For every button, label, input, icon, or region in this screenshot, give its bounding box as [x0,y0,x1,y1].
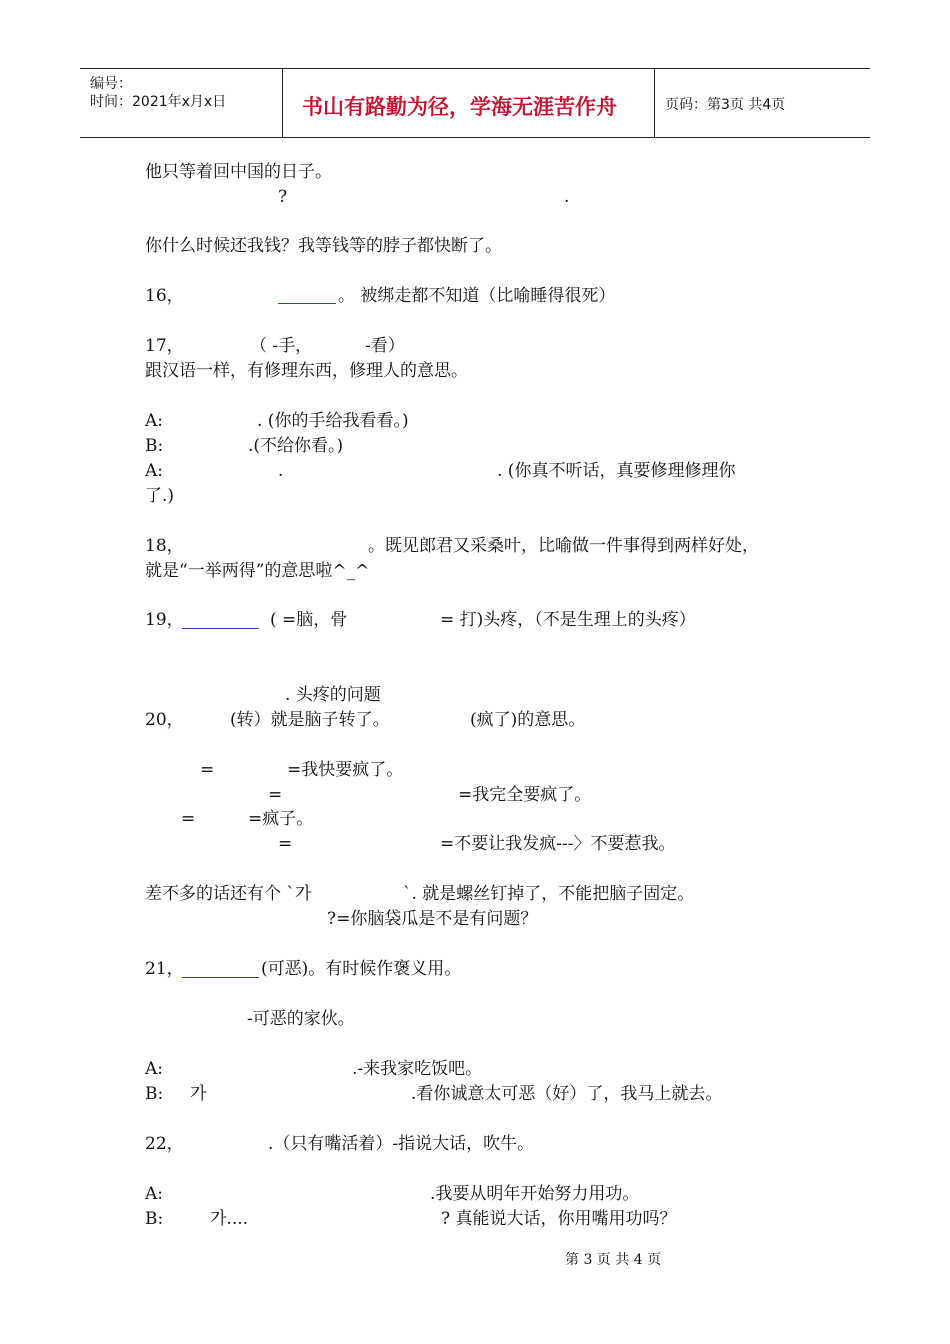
text-line: 了.) [145,486,175,506]
speaker-label: A: [145,461,164,481]
text-line: ?=你脑袋瓜是不是有问题？ [327,909,538,929]
page-header [80,68,870,138]
text-line: 他只等着回中国的日子。 [145,162,332,182]
text-line: -看） [365,336,405,356]
text-line: = 打)头疼，（不是生理上的头疼） [440,610,696,630]
text-line: .-来我家吃饭吧。 [352,1059,483,1079]
text-line: 差不多的话还有个 `가 [145,884,312,904]
text-line: .看你诚意太可恶（好）了，我马上就去。 [411,1084,723,1104]
text-line: 你什么时候还我钱？我等钱等的脖子都快断了。 [145,236,502,256]
speaker-label: B: [145,1209,164,1229]
text-line: -可恶的家伙。 [247,1009,355,1029]
text-line: .（只有嘴活着）-指说大话，吹牛。 [268,1134,535,1154]
text-line: 가.... [210,1209,249,1229]
blank-underline [182,628,259,629]
text-line: =我快要疯了。 [287,760,404,780]
speaker-label: A: [145,411,164,431]
item-number: 16， [145,286,184,306]
header-motto-cell [282,69,655,137]
speaker-label: A: [145,1184,164,1204]
text-line: . (你真不听话，真要修理修理你 [497,461,736,481]
text-line: （ -手， [250,336,313,356]
text-line: (可恶)。有时候作褒义用。 [261,959,462,979]
text-line: 跟汉语一样，有修理东西，修理人的意思。 [145,361,468,381]
text-line: . [564,187,570,207]
item-number: 17， [145,336,184,356]
header-page-cell [655,69,870,137]
text-line: 。 被绑走都不知道（比喻睡得很死） [338,286,616,306]
text-line: . 头疼的问题 [285,685,381,705]
text-line: = [181,809,196,829]
page-label: 页码：第3页 共4页 [665,97,786,113]
text-line: 就是“一举两得”的意思啦^_^ [145,561,370,581]
item-number: 22， [145,1134,184,1154]
text-line: = [278,834,293,854]
speaker-label: B: [145,436,164,456]
text-line: =不要让我发疯---〉不要惹我。 [440,834,676,854]
text-line: `. 就是螺丝钉掉了，不能把脑子固定。 [403,884,695,904]
text-line: .(不给你看。) [248,436,344,456]
text-line: 가 [190,1084,207,1104]
text-line: ? [278,187,288,207]
item-number: 18， [145,536,184,556]
text-line: = [200,760,215,780]
text-line: 。既见郎君又采桑叶，比喻做一件事得到两样好处， [368,536,759,556]
text-line: . (你的手给我看看。) [257,411,409,431]
number-label: 编号： [90,76,132,92]
page-footer: 第 3 页 共 4 页 [565,1252,662,1268]
text-line: . [278,461,284,481]
header-info-cell [80,69,283,137]
text-line: =疯子。 [248,809,314,829]
text-line: = [268,785,283,805]
item-number: 19， [145,610,184,630]
item-number: 20， [145,710,184,730]
speaker-label: B: [145,1084,164,1104]
motto: 书山有路勤为径，学海无涯苦作舟 [302,95,617,119]
text-line: =我完全要疯了。 [458,785,592,805]
text-line: .我要从明年开始努力用功。 [430,1184,640,1204]
speaker-label: A: [145,1059,164,1079]
text-line: ( =脑，骨 [270,610,348,630]
blank-underline [278,303,336,304]
blank-underline [182,977,259,978]
text-line: (转）就是脑子转了。 [230,710,390,730]
text-line: (疯了)的意思。 [470,710,586,730]
item-number: 21， [145,959,184,979]
text-line: ? 真能说大话，你用嘴用功吗？ [441,1209,677,1229]
time-label: 时间：2021年x月x日 [90,94,227,110]
